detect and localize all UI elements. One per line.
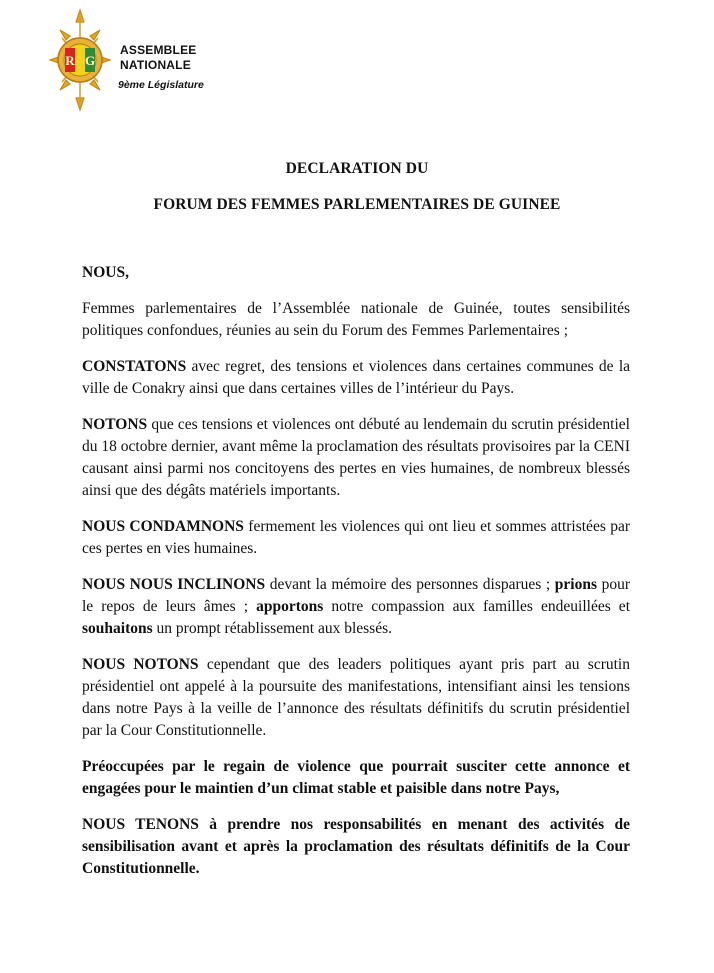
paragraph-text: cependant que des leaders politiques ayant pris part au scrutin présidentiel ont appelé à la poursuite des manifestations, intensifiant ainsi les tensions dans notre Pays à la veille de l’annonce des résultats définitifs du scrutin présidentiel par la Cour Constitutionnelle. bbox=[82, 656, 630, 739]
paragraph-constatons bbox=[82, 356, 630, 400]
lead-verb: CONSTATONS bbox=[82, 358, 187, 375]
paragraph-text: devant la mémoire des personnes disparues ; bbox=[265, 576, 555, 593]
letterhead bbox=[48, 8, 288, 118]
paragraph-notons-leaders bbox=[82, 654, 630, 742]
document-title-line2: FORUM DES FEMMES PARLEMENTAIRES DE GUINEE bbox=[153, 196, 561, 213]
paragraph-text: un prompt rétablissement aux blessés. bbox=[152, 620, 392, 637]
lead-verb: NOTONS bbox=[82, 416, 148, 433]
lead-verb: NOUS NOUS INCLINONS bbox=[82, 576, 266, 593]
paragraph-text-bold: Préoccupées par le regain de violence que pourrait susciter cette annonce et engagées pour le maintien d’un climat stable et paisible dans notre Pays, bbox=[82, 758, 630, 797]
paragraph-text: notre compassion aux familles endeuillées et bbox=[323, 598, 630, 615]
inline-verb: prions bbox=[554, 576, 597, 593]
inline-verb: souhaitons bbox=[82, 620, 153, 637]
paragraph-preoccupees bbox=[82, 756, 630, 800]
paragraph-notons bbox=[82, 414, 630, 502]
paragraph-tenons bbox=[82, 814, 630, 880]
paragraph-text-bold: NOUS TENONS à prendre nos responsabilités en menant des activités de sensibilisation avant et après la proclamation des résultats définitifs de la Cour Constitutionnelle. bbox=[82, 816, 630, 877]
svg-text:G: G bbox=[84, 53, 96, 68]
legislature-label: 9ème Législature bbox=[118, 79, 204, 91]
org-name-line2: NATIONALE bbox=[120, 58, 191, 72]
paragraph-inclinons bbox=[82, 574, 630, 640]
assembly-name-block bbox=[120, 43, 204, 92]
opening-nous: NOUS, bbox=[82, 264, 129, 281]
lead-verb: NOUS CONDAMNONS bbox=[82, 518, 244, 535]
inline-verb: apportons bbox=[256, 598, 324, 615]
lead-verb: NOUS NOTONS bbox=[82, 656, 199, 673]
paragraph-condamnons bbox=[82, 516, 630, 560]
org-name-line1: ASSEMBLEE bbox=[120, 43, 197, 57]
paragraph-text: fermement les violences qui ont lieu et sommes attristées par ces pertes en vies humaines. bbox=[82, 518, 630, 557]
svg-text:R: R bbox=[65, 53, 75, 68]
paragraph-signatories: Femmes parlementaires de l’Assemblée nationale de Guinée, toutes sensibilités politiques confondues, réunies au sein du Forum des Femmes Parlementaires ; bbox=[82, 300, 630, 339]
paragraph-text: que ces tensions et violences ont débuté au lendemain du scrutin présidentiel du 18 octobre dernier, avant même la proclamation des résultats provisoires par la CENI causant ainsi parmi nos concitoyens des pertes en vies humaines, de nombreux blessés ainsi que des dégâts matériels importants. bbox=[82, 416, 630, 499]
national-assembly-emblem-icon bbox=[48, 8, 112, 112]
document-title-line1: DECLARATION DU bbox=[285, 160, 429, 177]
paragraph-text: pour le repos de leurs âmes ; bbox=[82, 576, 630, 615]
declaration-body bbox=[82, 262, 630, 880]
paragraph-text: avec regret, des tensions et violences dans certaines communes de la ville de Conakry ainsi que dans certaines villes de l’intérieur du Pays. bbox=[82, 358, 630, 397]
